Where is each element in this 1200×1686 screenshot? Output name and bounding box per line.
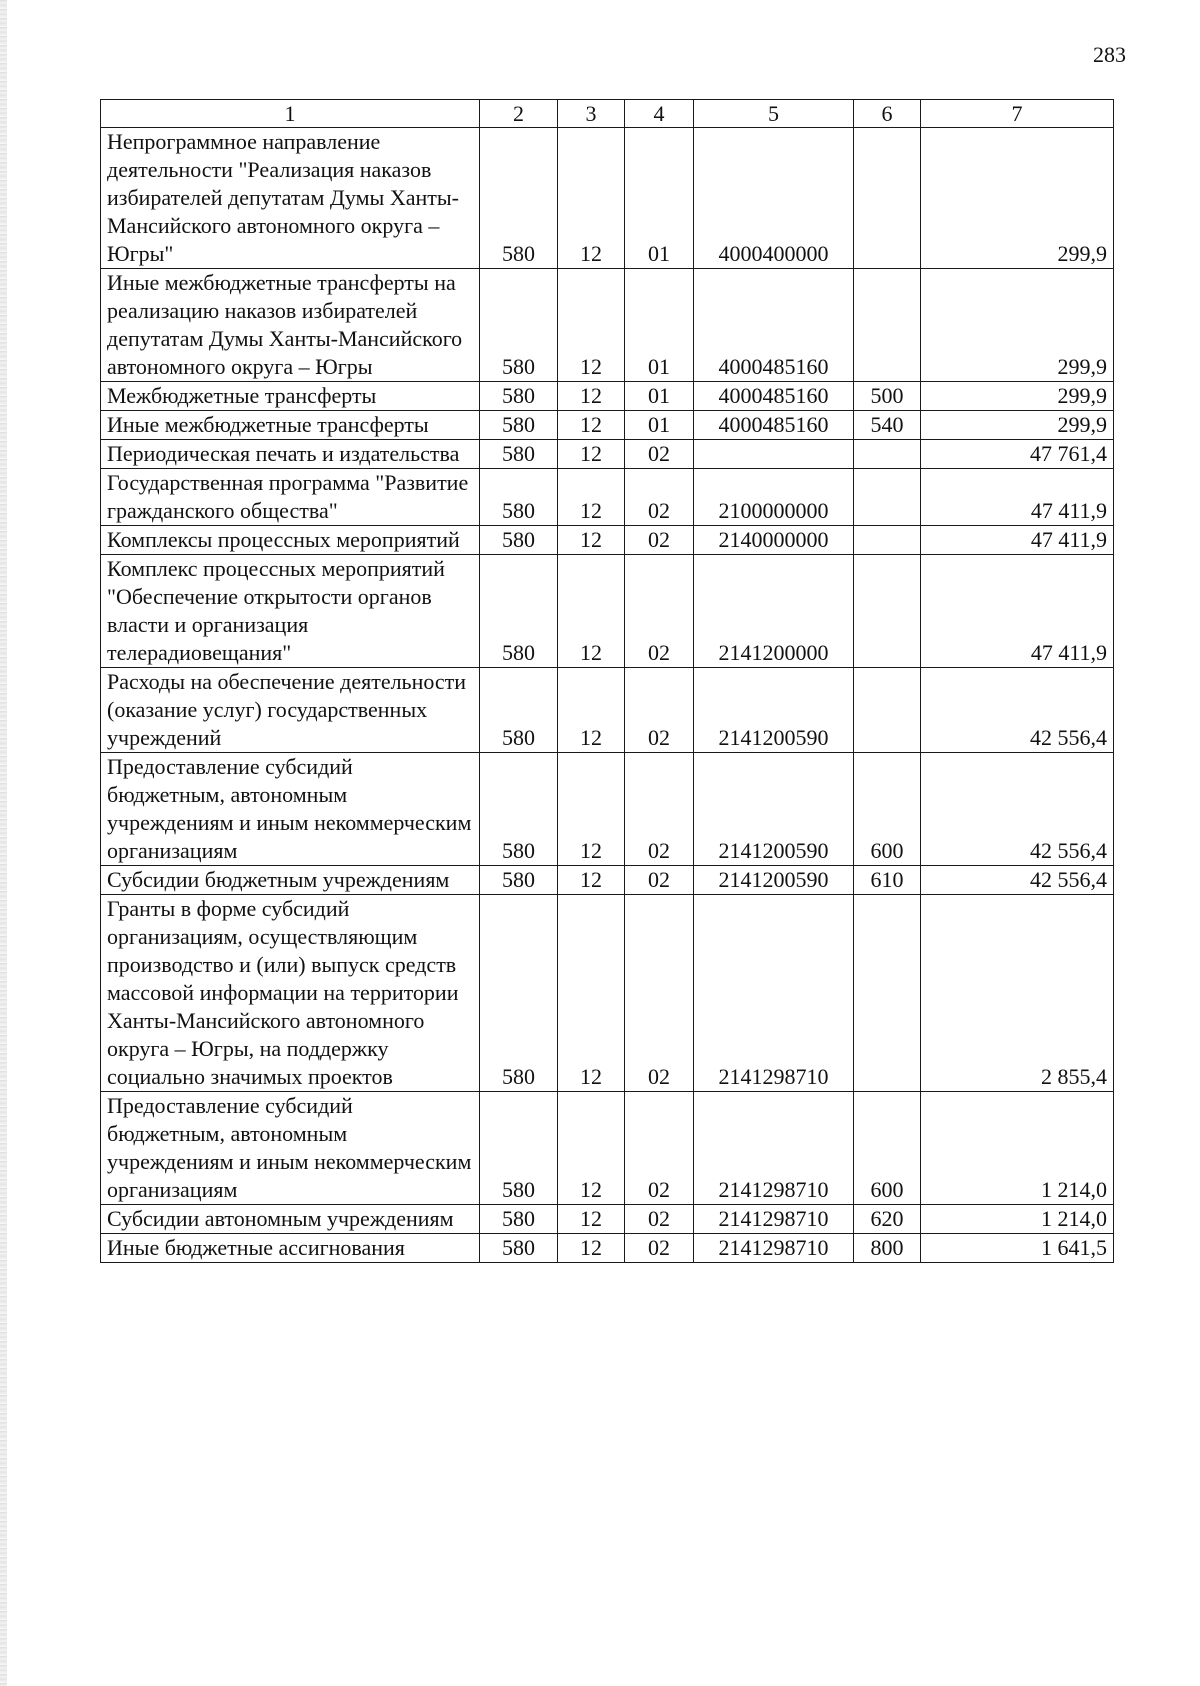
row-section: 12 — [558, 555, 625, 668]
row-code-admin: 580 — [480, 1092, 558, 1205]
row-expense-type — [854, 128, 921, 269]
table-row — [101, 128, 1114, 269]
row-expense-type — [854, 668, 921, 753]
row-code-admin: 580 — [480, 895, 558, 1092]
row-amount: 42 556,4 — [921, 866, 1114, 895]
row-amount: 42 556,4 — [921, 668, 1114, 753]
row-amount: 47 761,4 — [921, 440, 1114, 469]
table-row — [101, 866, 1114, 895]
row-subsection: 02 — [625, 1205, 694, 1234]
row-expense-type: 620 — [854, 1205, 921, 1234]
row-name: Предоставление субсидий бюджетным, автономным учреждениям и иным некоммерческим организациям — [101, 753, 480, 866]
table-row — [101, 753, 1114, 866]
row-target-article: 2141200590 — [694, 668, 854, 753]
row-name: Комплекс процессных мероприятий "Обеспечение открытости органов власти и организация телерадиовещания" — [101, 555, 480, 668]
row-target-article: 2100000000 — [694, 469, 854, 526]
row-amount: 299,9 — [921, 269, 1114, 382]
column-number: 4 — [625, 100, 694, 128]
table-row — [101, 526, 1114, 555]
budget-table — [100, 99, 1114, 1263]
row-amount: 2 855,4 — [921, 895, 1114, 1092]
column-number: 2 — [480, 100, 558, 128]
row-subsection: 02 — [625, 555, 694, 668]
row-name: Расходы на обеспечение деятельности (оказание услуг) государственных учреждений — [101, 668, 480, 753]
row-expense-type — [854, 555, 921, 668]
row-expense-type — [854, 895, 921, 1092]
row-target-article: 4000485160 — [694, 382, 854, 411]
row-section: 12 — [558, 382, 625, 411]
row-name: Периодическая печать и издательства — [101, 440, 480, 469]
row-expense-type: 600 — [854, 753, 921, 866]
table-row — [101, 555, 1114, 668]
row-code-admin: 580 — [480, 866, 558, 895]
row-subsection: 01 — [625, 269, 694, 382]
table-row — [101, 1234, 1114, 1263]
row-section: 12 — [558, 668, 625, 753]
row-target-article: 2141200590 — [694, 753, 854, 866]
row-name: Комплексы процессных мероприятий — [101, 526, 480, 555]
row-code-admin: 580 — [480, 555, 558, 668]
row-section: 12 — [558, 866, 625, 895]
row-section: 12 — [558, 753, 625, 866]
row-name: Непрограммное направление деятельности "Реализация наказов избирателей депутатам Думы Ханты-Мансийского автономного округа – Югры" — [101, 128, 480, 269]
row-code-admin: 580 — [480, 1234, 558, 1263]
row-amount: 47 411,9 — [921, 555, 1114, 668]
row-code-admin: 580 — [480, 526, 558, 555]
table-row — [101, 440, 1114, 469]
table-row — [101, 668, 1114, 753]
row-code-admin: 580 — [480, 753, 558, 866]
row-code-admin: 580 — [480, 411, 558, 440]
row-name: Государственная программа "Развитие гражданского общества" — [101, 469, 480, 526]
row-section: 12 — [558, 526, 625, 555]
row-subsection: 01 — [625, 382, 694, 411]
row-expense-type — [854, 440, 921, 469]
row-expense-type — [854, 469, 921, 526]
scan-edge-artifact — [0, 0, 7, 1686]
row-target-article: 2141298710 — [694, 895, 854, 1092]
row-code-admin: 580 — [480, 1205, 558, 1234]
row-amount: 299,9 — [921, 128, 1114, 269]
row-amount: 1 214,0 — [921, 1092, 1114, 1205]
row-subsection: 01 — [625, 411, 694, 440]
row-target-article: 2140000000 — [694, 526, 854, 555]
column-number: 7 — [921, 100, 1114, 128]
row-expense-type: 600 — [854, 1092, 921, 1205]
row-section: 12 — [558, 411, 625, 440]
table-row — [101, 469, 1114, 526]
table-row — [101, 895, 1114, 1092]
row-expense-type: 610 — [854, 866, 921, 895]
table-row — [101, 1205, 1114, 1234]
row-expense-type: 540 — [854, 411, 921, 440]
row-amount: 42 556,4 — [921, 753, 1114, 866]
row-subsection: 02 — [625, 526, 694, 555]
column-number: 6 — [854, 100, 921, 128]
row-section: 12 — [558, 1092, 625, 1205]
row-subsection: 02 — [625, 753, 694, 866]
row-section: 12 — [558, 895, 625, 1092]
page-number: 283 — [1093, 42, 1126, 67]
column-number: 1 — [101, 100, 480, 128]
row-code-admin: 580 — [480, 269, 558, 382]
row-subsection: 02 — [625, 1234, 694, 1263]
row-section: 12 — [558, 269, 625, 382]
table-row — [101, 1092, 1114, 1205]
row-section: 12 — [558, 1205, 625, 1234]
row-amount: 299,9 — [921, 411, 1114, 440]
row-code-admin: 580 — [480, 440, 558, 469]
row-section: 12 — [558, 440, 625, 469]
row-subsection: 02 — [625, 440, 694, 469]
row-name: Гранты в форме субсидий организациям, осуществляющим производство и (или) выпуск средств массовой информации на территории Ханты-Мансийского автономного округа – Югры, на поддержку социально значимых проектов — [101, 895, 480, 1092]
row-target-article: 2141200000 — [694, 555, 854, 668]
table-row — [101, 411, 1114, 440]
row-section: 12 — [558, 128, 625, 269]
row-subsection: 02 — [625, 895, 694, 1092]
row-expense-type: 500 — [854, 382, 921, 411]
row-target-article: 4000485160 — [694, 411, 854, 440]
row-subsection: 02 — [625, 668, 694, 753]
column-number: 3 — [558, 100, 625, 128]
row-target-article — [694, 440, 854, 469]
column-number: 5 — [694, 100, 854, 128]
row-code-admin: 580 — [480, 382, 558, 411]
row-expense-type — [854, 526, 921, 555]
row-amount: 1 641,5 — [921, 1234, 1114, 1263]
row-section: 12 — [558, 469, 625, 526]
row-target-article: 2141298710 — [694, 1092, 854, 1205]
row-name: Межбюджетные трансферты — [101, 382, 480, 411]
row-code-admin: 580 — [480, 469, 558, 526]
column-number-row — [101, 100, 1114, 128]
row-subsection: 02 — [625, 469, 694, 526]
row-name: Иные бюджетные ассигнования — [101, 1234, 480, 1263]
row-target-article: 4000485160 — [694, 269, 854, 382]
row-target-article: 2141298710 — [694, 1205, 854, 1234]
row-amount: 47 411,9 — [921, 526, 1114, 555]
row-subsection: 02 — [625, 866, 694, 895]
row-subsection: 01 — [625, 128, 694, 269]
row-target-article: 2141298710 — [694, 1234, 854, 1263]
row-expense-type — [854, 269, 921, 382]
row-name: Иные межбюджетные трансферты на реализацию наказов избирателей депутатам Думы Ханты-Мансийского автономного округа – Югры — [101, 269, 480, 382]
row-section: 12 — [558, 1234, 625, 1263]
row-code-admin: 580 — [480, 128, 558, 269]
row-code-admin: 580 — [480, 668, 558, 753]
row-name: Субсидии автономным учреждениям — [101, 1205, 480, 1234]
row-target-article: 4000400000 — [694, 128, 854, 269]
row-amount: 47 411,9 — [921, 469, 1114, 526]
row-amount: 1 214,0 — [921, 1205, 1114, 1234]
row-subsection: 02 — [625, 1092, 694, 1205]
row-expense-type: 800 — [854, 1234, 921, 1263]
row-name: Иные межбюджетные трансферты — [101, 411, 480, 440]
row-name: Предоставление субсидий бюджетным, автономным учреждениям и иным некоммерческим организациям — [101, 1092, 480, 1205]
row-target-article: 2141200590 — [694, 866, 854, 895]
row-amount: 299,9 — [921, 382, 1114, 411]
table-row — [101, 382, 1114, 411]
table-row — [101, 269, 1114, 382]
row-name: Субсидии бюджетным учреждениям — [101, 866, 480, 895]
